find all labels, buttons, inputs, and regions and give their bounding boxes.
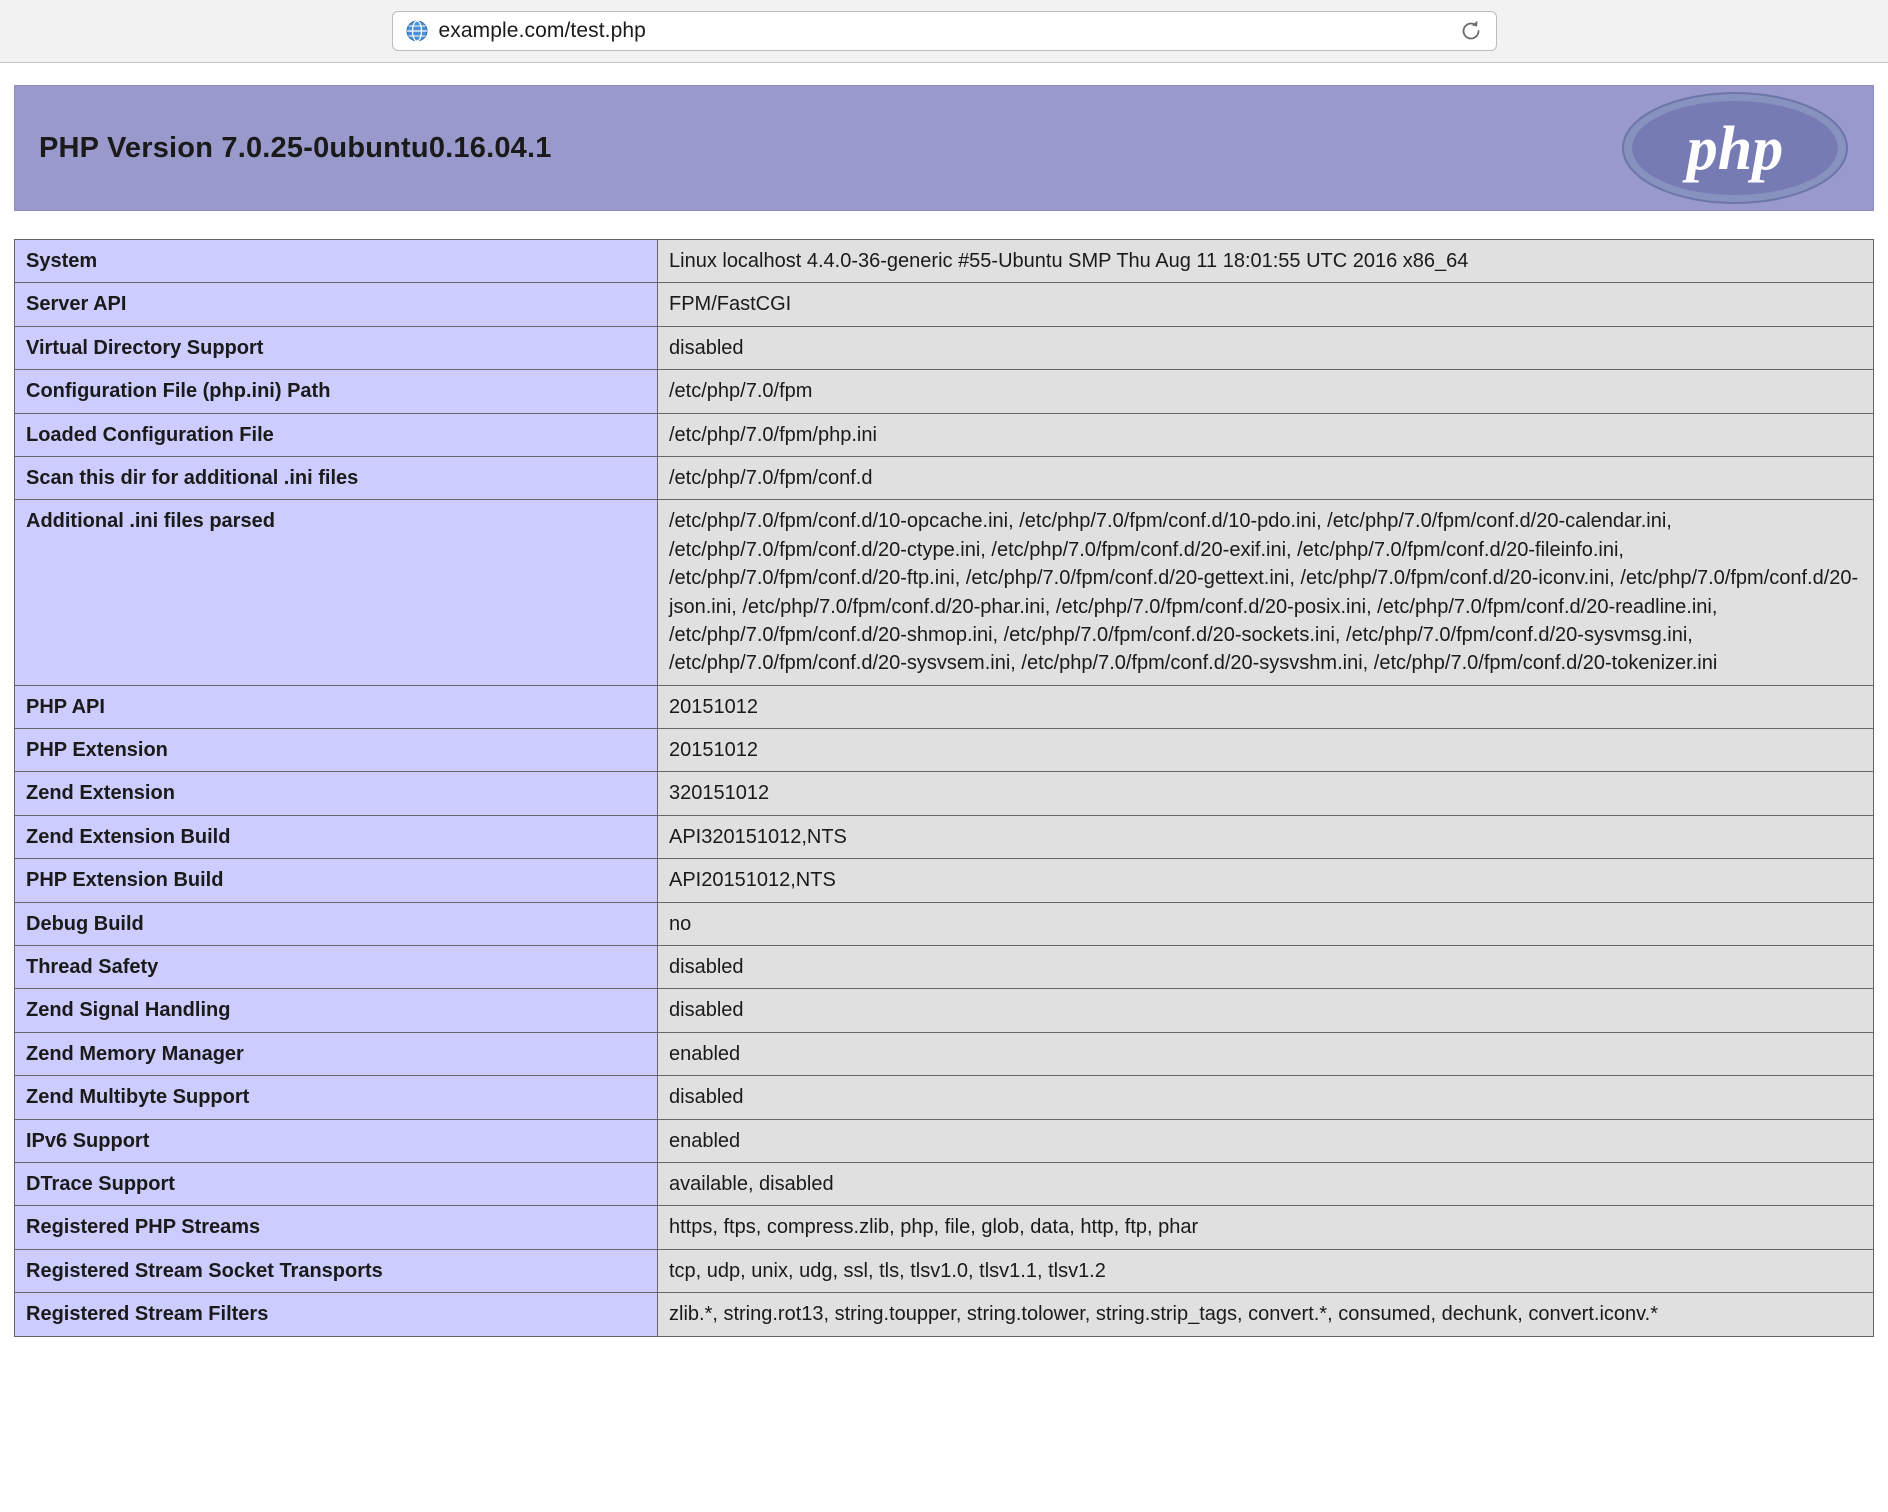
phpinfo-page: [0, 85, 1888, 1337]
row-key: Virtual Directory Support: [15, 326, 658, 369]
row-value: 20151012: [658, 685, 1874, 728]
row-key: Registered Stream Filters: [15, 1293, 658, 1336]
browser-toolbar: [0, 0, 1888, 63]
row-value: API20151012,NTS: [658, 859, 1874, 902]
row-value: disabled: [658, 946, 1874, 989]
row-value: zlib.*, string.rot13, string.toupper, string.tolower, string.strip_tags, convert.*, consumed, dechunk, convert.iconv.*: [658, 1293, 1874, 1336]
row-key: Loaded Configuration File: [15, 413, 658, 456]
row-key: Registered Stream Socket Transports: [15, 1249, 658, 1292]
table-row: [15, 1076, 1874, 1119]
row-value: /etc/php/7.0/fpm/php.ini: [658, 413, 1874, 456]
row-value: disabled: [658, 989, 1874, 1032]
row-key: Zend Extension: [15, 772, 658, 815]
row-key: IPv6 Support: [15, 1119, 658, 1162]
php-logo-icon: [1621, 89, 1849, 207]
phpinfo-table-body: [15, 240, 1874, 1337]
table-row: [15, 946, 1874, 989]
row-key: Zend Signal Handling: [15, 989, 658, 1032]
row-value: enabled: [658, 1119, 1874, 1162]
row-key: Thread Safety: [15, 946, 658, 989]
row-value: Linux localhost 4.4.0-36-generic #55-Ubuntu SMP Thu Aug 11 18:01:55 UTC 2016 x86_64: [658, 240, 1874, 283]
row-key: Zend Memory Manager: [15, 1032, 658, 1075]
table-row: [15, 240, 1874, 283]
row-key: Additional .ini files parsed: [15, 500, 658, 685]
table-row: [15, 685, 1874, 728]
row-key: Zend Extension Build: [15, 815, 658, 858]
table-row: [15, 1162, 1874, 1205]
row-key: Debug Build: [15, 902, 658, 945]
table-row: [15, 1032, 1874, 1075]
row-value: available, disabled: [658, 1162, 1874, 1205]
table-row: [15, 859, 1874, 902]
row-key: Scan this dir for additional .ini files: [15, 456, 658, 499]
table-row: [15, 326, 1874, 369]
table-row: [15, 370, 1874, 413]
row-value: disabled: [658, 1076, 1874, 1119]
row-key: Server API: [15, 283, 658, 326]
row-key: System: [15, 240, 658, 283]
row-value: 20151012: [658, 729, 1874, 772]
page-title: PHP Version 7.0.25-0ubuntu0.16.04.1: [39, 131, 552, 164]
table-row: [15, 456, 1874, 499]
table-row: [15, 283, 1874, 326]
row-key: PHP Extension Build: [15, 859, 658, 902]
table-row: [15, 989, 1874, 1032]
row-value: /etc/php/7.0/fpm: [658, 370, 1874, 413]
table-row: [15, 413, 1874, 456]
table-row: [15, 500, 1874, 685]
svg-text:php: php: [1686, 115, 1784, 183]
row-key: PHP API: [15, 685, 658, 728]
url-text[interactable]: example.com/test.php: [438, 19, 646, 42]
table-row: [15, 902, 1874, 945]
row-value: tcp, udp, unix, udg, ssl, tls, tlsv1.0, tlsv1.1, tlsv1.2: [658, 1249, 1874, 1292]
row-value: enabled: [658, 1032, 1874, 1075]
table-row: [15, 729, 1874, 772]
globe-icon: [405, 19, 429, 43]
phpinfo-header: [14, 85, 1874, 211]
row-key: Zend Multibyte Support: [15, 1076, 658, 1119]
row-key: PHP Extension: [15, 729, 658, 772]
row-key: Registered PHP Streams: [15, 1206, 658, 1249]
row-value: no: [658, 902, 1874, 945]
reload-icon[interactable]: [1458, 18, 1484, 44]
address-bar[interactable]: [392, 11, 1497, 51]
table-row: [15, 1119, 1874, 1162]
row-key: DTrace Support: [15, 1162, 658, 1205]
table-row: [15, 772, 1874, 815]
row-value: /etc/php/7.0/fpm/conf.d/10-opcache.ini, /etc/php/7.0/fpm/conf.d/10-pdo.ini, /etc/php/7.0/fpm/conf.d/20-calendar.ini, /etc/php/7.0/fpm/conf.d/20-ctype.ini, /etc/php/7.0/fpm/conf.d/20-exif.ini, /etc/php/7.0/fpm/conf.d/20-fileinfo.ini, /etc/php/7.0/fpm/conf.d/20-ftp.ini, /etc/php/7.0/fpm/conf.d/20-gettext.ini, /etc/php/7.0/fpm/conf.d/20-iconv.ini, /etc/php/7.0/fpm/conf.d/20-json.ini, /etc/php/7.0/fpm/conf.d/20-phar.ini, /etc/php/7.0/fpm/conf.d/20-posix.ini, /etc/php/7.0/fpm/conf.d/20-readline.ini, /etc/php/7.0/fpm/conf.d/20-shmop.ini, /etc/php/7.0/fpm/conf.d/20-sockets.ini, /etc/php/7.0/fpm/conf.d/20-sysvmsg.ini, /etc/php/7.0/fpm/conf.d/20-sysvsem.ini, /etc/php/7.0/fpm/conf.d/20-sysvshm.ini, /etc/php/7.0/fpm/conf.d/20-tokenizer.ini: [658, 500, 1874, 685]
table-row: [15, 1206, 1874, 1249]
table-row: [15, 815, 1874, 858]
row-value: 320151012: [658, 772, 1874, 815]
table-row: [15, 1293, 1874, 1336]
row-value: API320151012,NTS: [658, 815, 1874, 858]
row-key: Configuration File (php.ini) Path: [15, 370, 658, 413]
phpinfo-table: [14, 239, 1874, 1337]
row-value: disabled: [658, 326, 1874, 369]
table-row: [15, 1249, 1874, 1292]
row-value: FPM/FastCGI: [658, 283, 1874, 326]
row-value: https, ftps, compress.zlib, php, file, glob, data, http, ftp, phar: [658, 1206, 1874, 1249]
row-value: /etc/php/7.0/fpm/conf.d: [658, 456, 1874, 499]
